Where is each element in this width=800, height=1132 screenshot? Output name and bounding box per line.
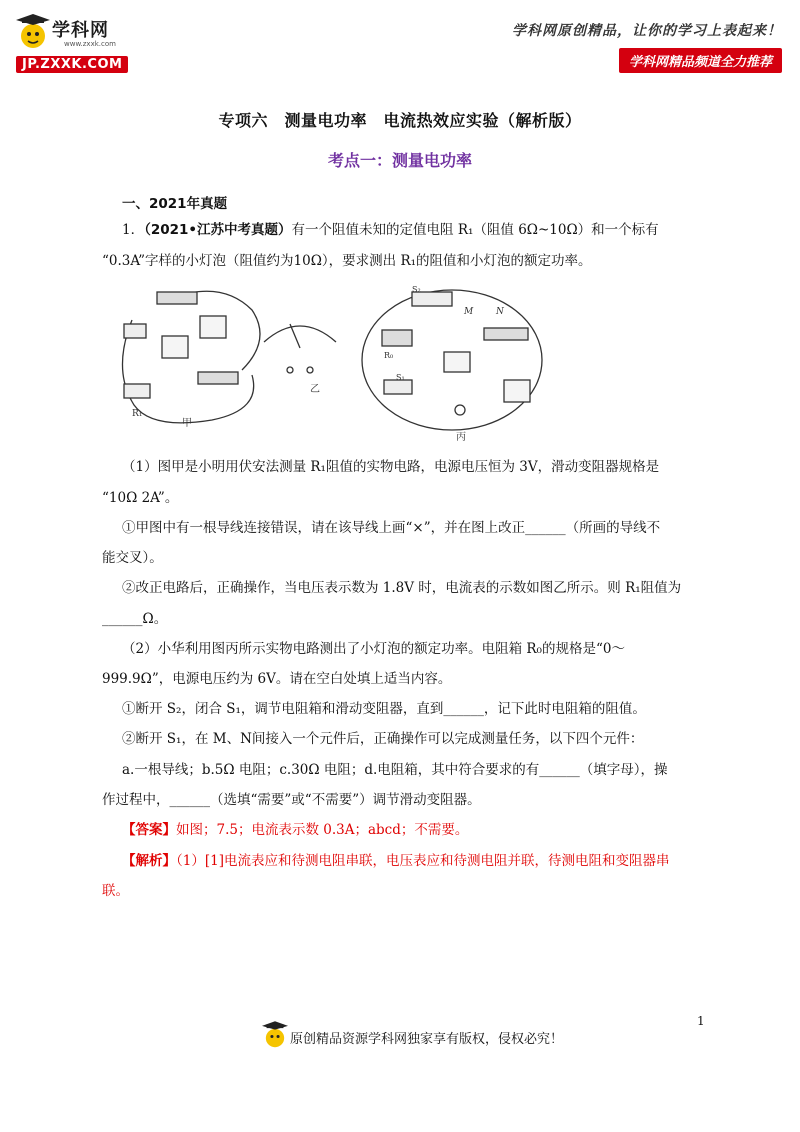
footer-mascot-icon <box>262 1020 288 1050</box>
svg-text:S₂: S₂ <box>412 285 421 294</box>
circuit-figures <box>112 280 672 445</box>
question-text: 有一个阻值未知的定值电阻 R₁（阻值 6Ω~10Ω）和一个标有 <box>291 222 659 238</box>
svg-text:S₁: S₁ <box>396 373 405 382</box>
footer <box>262 1016 622 1056</box>
figure-label-bing: 丙 <box>456 432 466 443</box>
analysis-line-1 <box>122 851 669 871</box>
part1-line-1: （1）图甲是小明用伏安法测量 R₁阻值的实物电路，电源电压恒为 3V，滑动变阻器规格是 <box>122 459 660 475</box>
mascot-icon <box>16 14 50 50</box>
part2-line-1: （2）小华利用图丙所示实物电路测出了小灯泡的额定功率。电阻箱 R₀的规格是“0～ <box>122 641 625 657</box>
channel-badge: 学科网精品频道全力推荐 <box>619 48 782 73</box>
svg-text:M: M <box>464 307 474 317</box>
header-slogan: 学科网原创精品，让你的学习上表起来！ <box>512 23 782 39</box>
logo-url-badge[interactable]: JP.ZXXK.COM <box>16 56 128 73</box>
part1b-line-1: ②改正电路后，正确操作，当电压表示数为 1.8V 时，电流表的示数如图乙所示。则 R₁阻值为 <box>122 580 682 596</box>
analysis-label: 【解析】 <box>122 853 176 869</box>
svg-text:R₁: R₁ <box>132 409 143 419</box>
part2-line-2: 999.9Ω”，电源电压约为 6V。请在空白处填上适当内容。 <box>102 671 452 687</box>
part2b-line-1: ②断开 S₁，在 M、N间接入一个元件后，正确操作可以完成测量任务，以下四个元件： <box>122 731 644 747</box>
site-logo[interactable] <box>12 12 182 72</box>
sub-heading: 一、2021年真题 <box>122 196 228 212</box>
part1-line-2: “10Ω 2A”。 <box>102 490 179 506</box>
figure-label-jia: 甲 <box>182 418 192 429</box>
question-number: 1． <box>122 222 145 238</box>
svg-text:N: N <box>496 307 504 317</box>
svg-text:R₀: R₀ <box>384 351 394 360</box>
document-title: 专项六 测量电功率 电流热效应实验（解析版） <box>218 111 582 130</box>
answer-label: 【答案】 <box>122 822 176 838</box>
analysis-text-1: （1）[1]电流表应和待测电阻串联，电压表应和待测电阻并联，待测电阻和变阻器串 <box>176 853 670 869</box>
part1a-line-2: 能交叉）。 <box>102 550 163 566</box>
question-line-1 <box>122 220 659 240</box>
answer-line <box>122 820 468 840</box>
part1a-line-1: ①甲图中有一根导线连接错误，请在该导线上画“×”，并在图上改正______（所画的导线不 <box>122 520 661 536</box>
copyright-text: 原创精品资源学科网独家享有版权，侵权必究！ <box>290 1032 564 1047</box>
analysis-line-2: 联。 <box>102 883 129 899</box>
section-title: 考点一：测量电功率 <box>327 151 472 170</box>
part2c-line-2: 作过程中，______（选填“需要”或“不需要”）调节滑动变阻器。 <box>102 792 481 808</box>
figure-label-yi: 乙 <box>310 384 320 395</box>
logo-name: 学科网 <box>52 20 109 41</box>
page-number: 1 <box>697 1014 705 1028</box>
part2c-line-1: a.一根导线；b.5Ω 电阻；c.30Ω 电阻；d.电阻箱，其中符合要求的有______（填字母），操 <box>122 762 668 778</box>
part2a-line-1: ①断开 S₂，闭合 S₁，调节电阻箱和滑动变阻器，直到______，记下此时电阻箱的阻值。 <box>122 701 646 717</box>
circuit-diagram-image <box>112 280 672 445</box>
logo-subtext: www.zxxk.com <box>64 40 116 48</box>
part1b-line-2: ______Ω。 <box>102 611 168 627</box>
question-line-2: “0.3A”字样的小灯泡（阻值约为10Ω），要求测出 R₁的阻值和小灯泡的额定功率。 <box>102 253 592 269</box>
answer-text: 如图；7.5；电流表示数 0.3A；abcd；不需要。 <box>176 822 469 838</box>
question-source: （2021•江苏中考真题） <box>144 222 292 238</box>
